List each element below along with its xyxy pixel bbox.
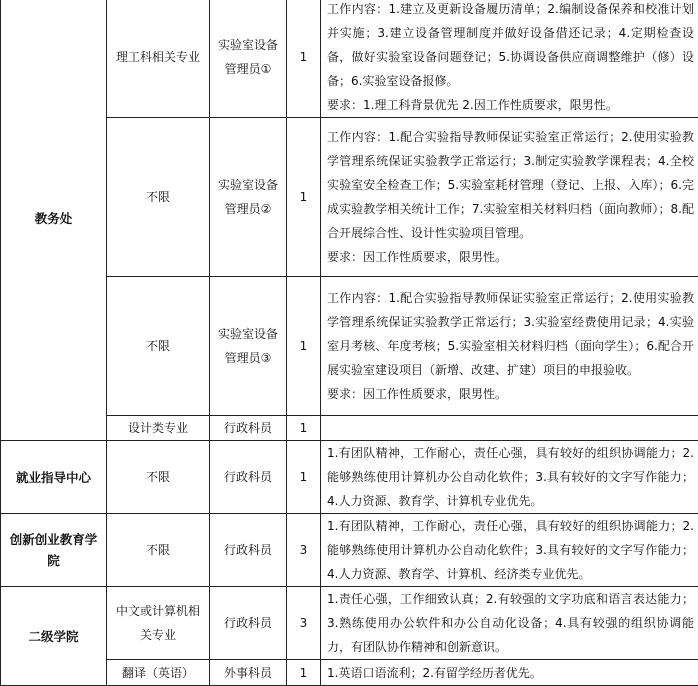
count-cell: 3 (287, 587, 321, 660)
requirement-text: 要求：因工作性质要求，限男性。 (327, 245, 694, 269)
table-row (1, 514, 698, 587)
major-cell: 中文或计算机相关专业 (107, 587, 210, 660)
major-cell: 不限 (107, 441, 210, 514)
unit-cell-chuangxin: 创新创业教育学院 (1, 514, 107, 587)
post-cell: 实验室设备管理员① (210, 0, 287, 118)
post-cell: 行政科员 (210, 416, 287, 441)
major-cell: 理工科相关专业 (107, 0, 210, 118)
post-cell: 实验室设备管理员③ (210, 277, 287, 416)
duty-cell-empty (321, 416, 698, 441)
table-row (1, 441, 698, 514)
duty-cell: 1.有团队精神，工作耐心，责任心强，具有较好的组织协调能力；2.能够熟练使用计算机办公自动化软件；3.具有较好的文字写作能力；4.人力资源、教育学、计算机、经济类专业优先。 (321, 514, 698, 587)
count-cell: 3 (287, 514, 321, 587)
unit-cell-jiuye: 就业指导中心 (1, 441, 107, 514)
requirement-text: 要求：1.理工科背景优先 2.因工作性质要求，限男性。 (327, 93, 694, 117)
major-cell: 设计类专业 (107, 416, 210, 441)
count-cell: 1 (287, 416, 321, 441)
post-cell: 行政科员 (210, 514, 287, 587)
table-row (1, 587, 698, 660)
table-row (1, 0, 698, 118)
duty-text: 工作内容：1.建立及更新设备履历清单；2.编制设备保养和校准计划并实施；3.建立设备管理制度并做好设备借还记录；4.定期检查设备，做好实验室设备问题登记；5.协调设备供应商调整维护（修）设备；6.实验室设备报修。 (327, 0, 694, 93)
duty-cell (321, 118, 698, 277)
major-cell: 不限 (107, 118, 210, 277)
unit-cell-erji: 二级学院 (1, 587, 107, 686)
post-cell: 行政科员 (210, 441, 287, 514)
count-cell: 1 (287, 118, 321, 277)
duty-cell (321, 277, 698, 416)
duty-cell: 1.有团队精神，工作耐心，责任心强，具有较好的组织协调能力；2.能够熟练使用计算机办公自动化软件；3.具有较好的文字写作能力；4.人力资源、教育学、计算机专业优先。 (321, 441, 698, 514)
duty-cell: 1.责任心强，工作细致认真；2.有较强的文字功底和语言表达能力；3.熟练使用办公软件和办公自动化设备；4.具有较强的组织协调能力，有团队协作精神和创新意识。 (321, 587, 698, 660)
post-cell: 行政科员 (210, 587, 287, 660)
count-cell: 1 (287, 441, 321, 514)
major-cell: 不限 (107, 514, 210, 587)
requirement-text: 要求：因工作性质要求，限男性。 (327, 382, 694, 406)
duty-cell (321, 0, 698, 118)
duty-cell: 1.英语口语流利；2.有留学经历者优先。 (321, 660, 698, 686)
count-cell: 1 (287, 660, 321, 686)
duty-text: 工作内容：1.配合实验指导教师保证实验室正常运行；2.使用实验教学管理系统保证实验教学正常运行；3.制定实验教学课程表；4.全校实验室安全检查工作；5.实验室耗材管理（登记、上报、入库）；6.完成实验教学相关统计工作；7.实验室相关材料归档（面向教师）；8.配合开展综合性、设计性实验项目管理。 (327, 125, 694, 245)
post-cell: 实验室设备管理员② (210, 118, 287, 277)
duty-text: 工作内容：1.配合实验指导教师保证实验室正常运行；2.使用实验教学管理系统保证实验教学正常运行；3.实验室经费使用记录；4.实验室月考核、年度考核；5.实验室相关材料归档（面向学生）；6.配合开展实验室建设项目（新增、改建、扩建）项目的申报验收。 (327, 286, 694, 382)
post-cell: 外事科员 (210, 660, 287, 686)
count-cell: 1 (287, 277, 321, 416)
major-cell: 不限 (107, 277, 210, 416)
unit-cell-jiaowuchu: 教务处 (1, 0, 107, 441)
major-cell: 翻译（英语） (107, 660, 210, 686)
count-cell: 1 (287, 0, 321, 118)
